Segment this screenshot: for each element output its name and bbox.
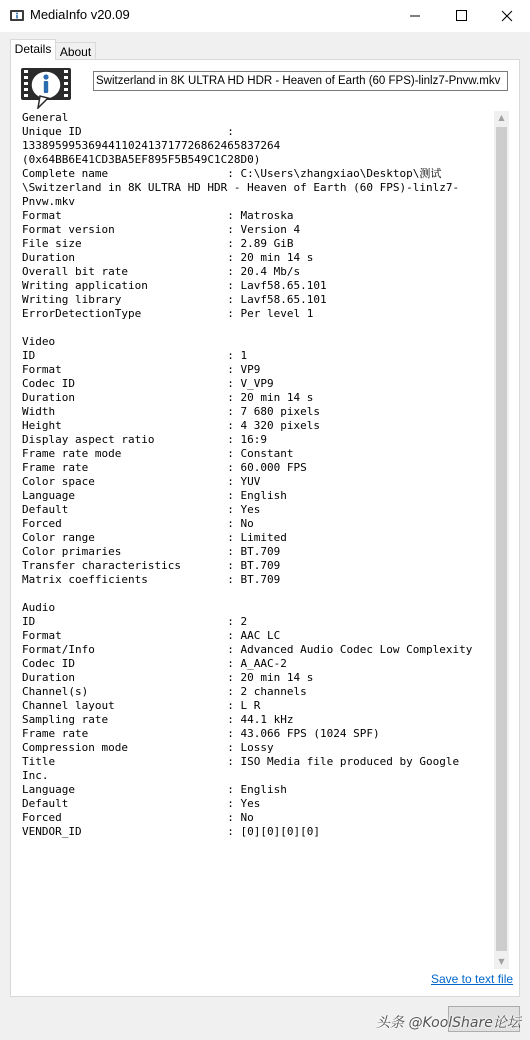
report-line: Audio <box>22 601 56 614</box>
report-line: Duration : 20 min 14 s <box>22 671 314 684</box>
report-line: Channel layout : L R <box>22 699 261 712</box>
minimize-icon <box>392 0 438 32</box>
report-line: Writing application : Lavf58.65.101 <box>22 279 327 292</box>
scroll-thumb[interactable] <box>496 127 507 951</box>
report-line: ID : 2 <box>22 615 248 628</box>
report-line: Format : VP9 <box>22 363 261 376</box>
report-line: File size : 2.89 GiB <box>22 237 294 250</box>
report-line: Default : Yes <box>22 797 261 810</box>
report-line: Frame rate : 43.066 FPS (1024 SPF) <box>22 727 380 740</box>
mediainfo-logo-icon <box>20 67 72 109</box>
report-line: Transfer characteristics : BT.709 <box>22 559 281 572</box>
report-line: Default : Yes <box>22 503 261 516</box>
report-line: ErrorDetectionType : Per level 1 <box>22 307 314 320</box>
report-line: Unique ID : <box>22 125 234 138</box>
report-line: Complete name : C:\Users\zhangxiao\Desktop\测试 <box>22 167 442 180</box>
report-line: Frame rate mode : Constant <box>22 447 294 460</box>
vertical-scrollbar[interactable] <box>494 111 509 969</box>
report-line: Color primaries : BT.709 <box>22 545 281 558</box>
report-line: Language : English <box>22 783 287 796</box>
report-line: Forced : No <box>22 517 254 530</box>
report-line: Writing library : Lavf58.65.101 <box>22 293 327 306</box>
report-line: Title : ISO Media file produced by Google <box>22 755 460 768</box>
report-line: Language : English <box>22 489 287 502</box>
report-line: VENDOR_ID : [0][0][0][0] <box>22 825 321 838</box>
report-line: 133895995369441102413717726862465837264 <box>22 139 281 152</box>
watermark: 头条 @KoolShare论坛 <box>376 1015 521 1031</box>
report-line: Codec ID : V_VP9 <box>22 377 274 390</box>
report-line: Matrix coefficients : BT.709 <box>22 573 281 586</box>
report-line: Width : 7 680 pixels <box>22 405 321 418</box>
close-button[interactable] <box>484 0 530 32</box>
filename-field[interactable]: Switzerland in 8K ULTRA HD HDR - Heaven of Earth (60 FPS)-linlz7-Pnvw.mkv <box>93 71 508 91</box>
report-line: Overall bit rate : 20.4 Mb/s <box>22 265 301 278</box>
report-line: Pnvw.mkv <box>22 195 75 208</box>
report-line: Color space : YUV <box>22 475 261 488</box>
title-bar <box>0 0 530 32</box>
report-line: Duration : 20 min 14 s <box>22 251 314 264</box>
report-line: Channel(s) : 2 channels <box>22 685 307 698</box>
report-line: Format version : Version 4 <box>22 223 301 236</box>
report-line: Format : AAC LC <box>22 629 281 642</box>
report-line: Forced : No <box>22 811 254 824</box>
report-line: Format : Matroska <box>22 209 294 222</box>
window-title: MediaInfo v20.09 <box>30 7 130 22</box>
report-line: Display aspect ratio : 16:9 <box>22 433 268 446</box>
report-line: Compression mode : Lossy <box>22 741 274 754</box>
scroll-up-icon[interactable]: ▲ <box>498 113 505 122</box>
close-icon <box>484 0 530 32</box>
report-line: Format/Info : Advanced Audio Codec Low Complexity <box>22 643 473 656</box>
scroll-down-icon[interactable]: ▼ <box>498 957 505 966</box>
media-info-report <box>22 111 492 839</box>
tab-details[interactable]: Details <box>10 39 56 60</box>
maximize-button[interactable] <box>438 0 484 32</box>
report-line: Color range : Limited <box>22 531 287 544</box>
save-to-text-file-link[interactable]: Save to text file <box>431 972 514 986</box>
report-line: \Switzerland in 8K ULTRA HD HDR - Heaven of Earth (60 FPS)-linlz7- <box>22 181 460 194</box>
minimize-button[interactable] <box>392 0 438 32</box>
tab-about[interactable]: About <box>56 42 96 60</box>
report-line: Sampling rate : 44.1 kHz <box>22 713 294 726</box>
report-line: Frame rate : 60.000 FPS <box>22 461 307 474</box>
report-line: Duration : 20 min 14 s <box>22 391 314 404</box>
report-line: General <box>22 111 69 124</box>
report-line: Inc. <box>22 769 49 782</box>
report-line: Video <box>22 335 56 348</box>
report-line: Codec ID : A_AAC-2 <box>22 657 287 670</box>
report-line: Height : 4 320 pixels <box>22 419 321 432</box>
report-line: ID : 1 <box>22 349 248 362</box>
report-line: (0x64BB6E41CD3BA5EF895F5B549C1C28D0) <box>22 153 261 166</box>
maximize-icon <box>438 0 484 32</box>
app-icon <box>9 8 25 24</box>
